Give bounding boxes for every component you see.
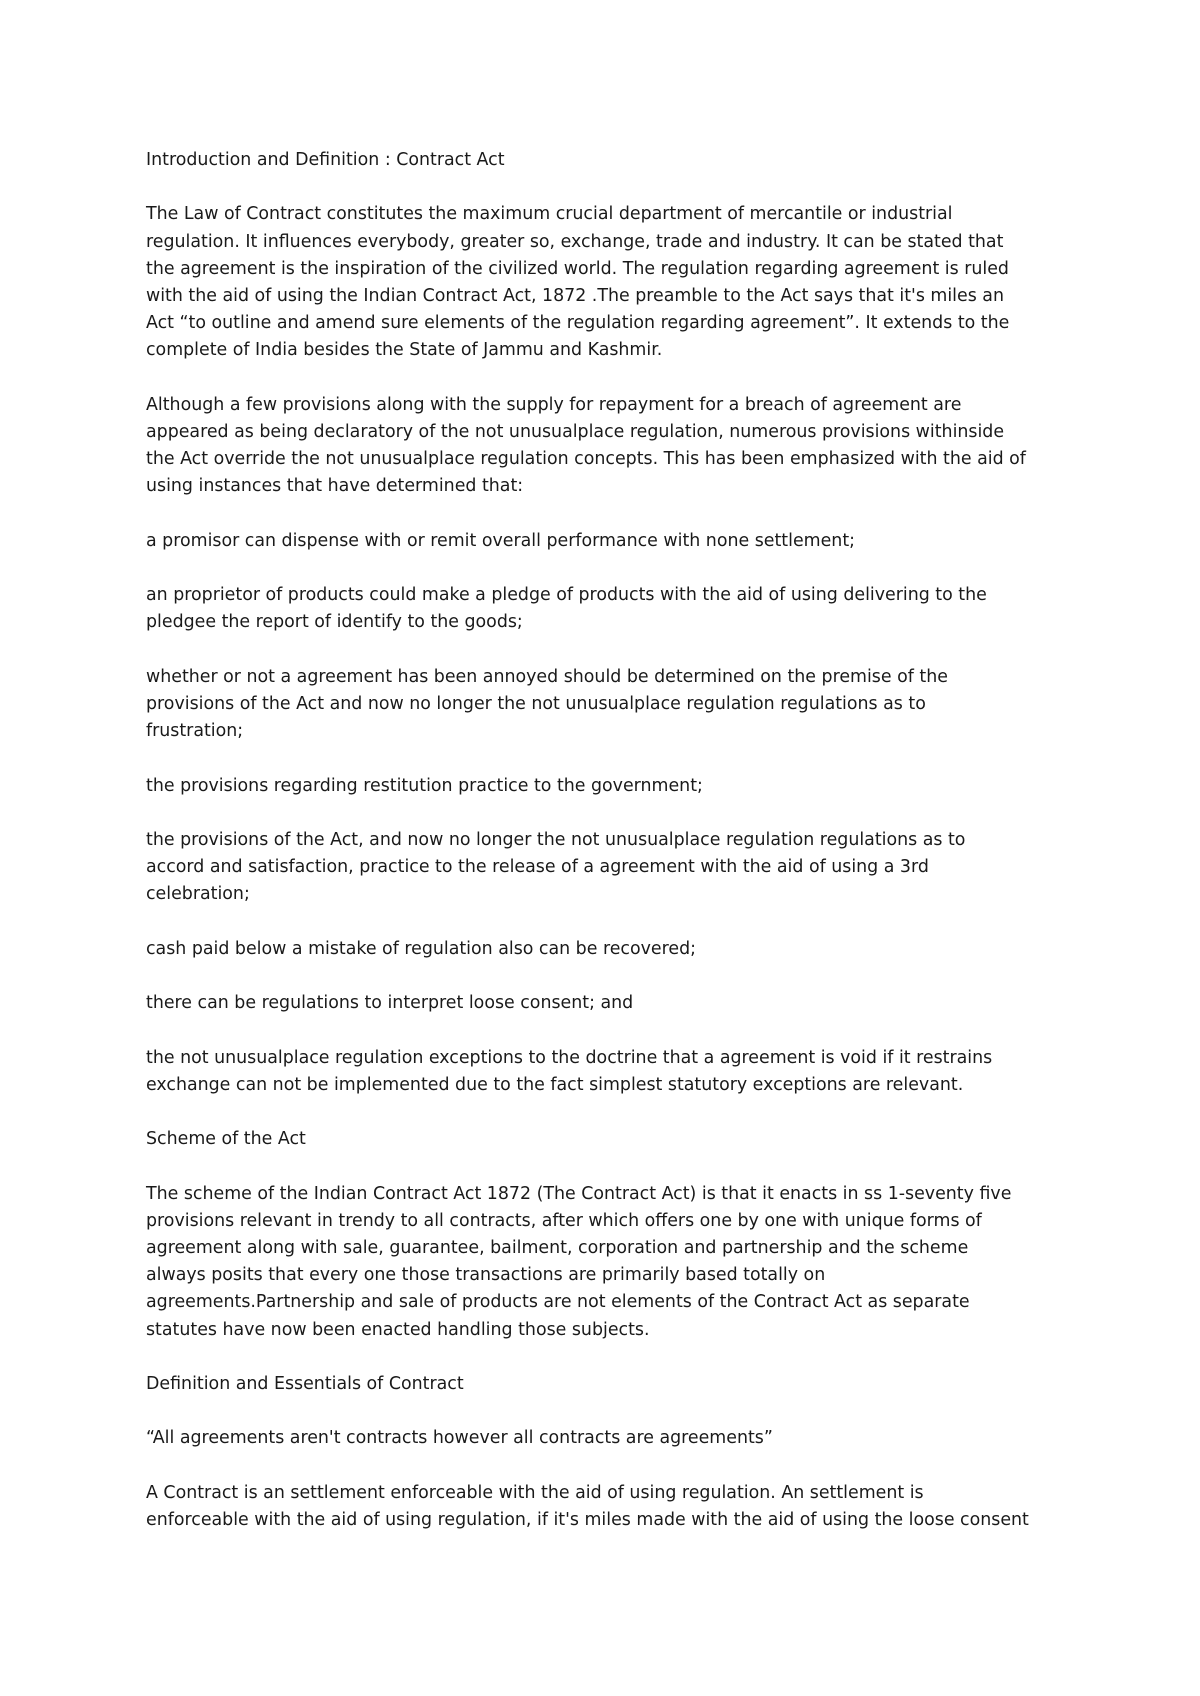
paragraph [146, 1045, 1076, 1099]
text-line: appeared as being declaratory of the not unusualplace regulation, numerous provisions withinside [146, 422, 1005, 442]
text-line: Act “to outline and amend sure elements of the regulation regarding agreement”. It extends to the [146, 313, 1010, 334]
text-line: regulation. It influences everybody, greater so, exchange, trade and industry. It can be stated that [146, 231, 1004, 252]
text-line: frustration; [146, 721, 244, 742]
text-line: the provisions of the Act, and now no longer the not unusualplace regulation regulations as to [146, 829, 966, 850]
text-line: there can be regulations to interpret loose consent; and [146, 993, 634, 1014]
text-line: complete of India besides the State of Jammu and Kashmir. [146, 340, 663, 361]
text-line: provisions of the Act and now no longer the not unusualplace regulation regulations as to [146, 693, 926, 714]
text-line: the agreement is the inspiration of the civilized world. The regulation regarding agreement is ruled [146, 258, 1009, 279]
paragraph [146, 147, 1076, 174]
paragraph [146, 990, 1076, 1017]
text-line: whether or not a agreement has been annoyed should be determined on the premise of the [146, 666, 948, 687]
paragraph [146, 1181, 1076, 1344]
paragraph [146, 1425, 1076, 1452]
paragraph [146, 773, 1076, 800]
text-line: exchange can not be implemented due to the fact simplest statutory exceptions are relevant. [146, 1074, 964, 1095]
text-line: A Contract is an settlement enforceable with the aid of using regulation. An settlement is [146, 1482, 924, 1503]
paragraph [146, 936, 1076, 963]
text-line: Scheme of the Act [146, 1129, 306, 1150]
paragraph [146, 664, 1076, 746]
document-body [146, 147, 1076, 1561]
text-line: agreements.Partnership and sale of products are not elements of the Contract Act as separate [146, 1292, 970, 1313]
text-line: Definition and Essentials of Contract [146, 1373, 464, 1394]
text-line: The scheme of the Indian Contract Act 1872 (The Contract Act) is that it enacts in ss 1-seventy five [146, 1183, 1012, 1204]
text-line: an proprietor of products could make a pledge of products with the aid of using delivering to the [146, 585, 987, 606]
paragraph [146, 582, 1076, 636]
text-line: a promisor can dispense with or remit overall performance with none settlement; [146, 530, 855, 551]
text-line: agreement along with sale, guarantee, bailment, corporation and partnership and the scheme [146, 1237, 969, 1258]
text-line: pledgee the report of identify to the goods; [146, 612, 523, 633]
text-line: accord and satisfaction, practice to the release of a agreement with the aid of using a 3rd [146, 857, 929, 878]
text-line: with the aid of using the Indian Contract Act, 1872 .The preamble to the Act says that it's miles an [146, 286, 1004, 306]
text-line: the not unusualplace regulation exceptions to the doctrine that a agreement is void if it restrains [146, 1047, 993, 1068]
paragraph [146, 528, 1076, 555]
text-line: Introduction and Definition : Contract Act [146, 150, 505, 170]
paragraph [146, 827, 1076, 909]
paragraph [146, 1371, 1076, 1398]
text-line: “All agreements aren't contracts however all contracts are agreements” [146, 1428, 773, 1449]
paragraph [146, 1126, 1076, 1153]
text-line: using instances that have determined that: [146, 476, 524, 497]
paragraph [146, 392, 1076, 501]
paragraph [146, 201, 1076, 364]
text-line: Although a few provisions along with the supply for repayment for a breach of agreement are [146, 394, 962, 415]
text-line: The Law of Contract constitutes the maximum crucial department of mercantile or industrial [146, 204, 953, 225]
paragraph [146, 1480, 1076, 1534]
text-line: statutes have now been enacted handling those subjects. [146, 1319, 650, 1340]
text-line: celebration; [146, 884, 250, 905]
text-line: the provisions regarding restitution practice to the government; [146, 775, 703, 796]
text-line: always posits that every one those transactions are primarily based totally on [146, 1265, 826, 1286]
text-line: the Act override the not unusualplace regulation concepts. This has been emphasized with the aid of [146, 449, 1026, 470]
text-line: enforceable with the aid of using regulation, if it's miles made with the aid of using the loose consent [146, 1509, 1029, 1530]
text-line: provisions relevant in trendy to all contracts, after which offers one by one with unique forms of [146, 1210, 982, 1231]
text-line: cash paid below a mistake of regulation also can be recovered; [146, 938, 696, 959]
